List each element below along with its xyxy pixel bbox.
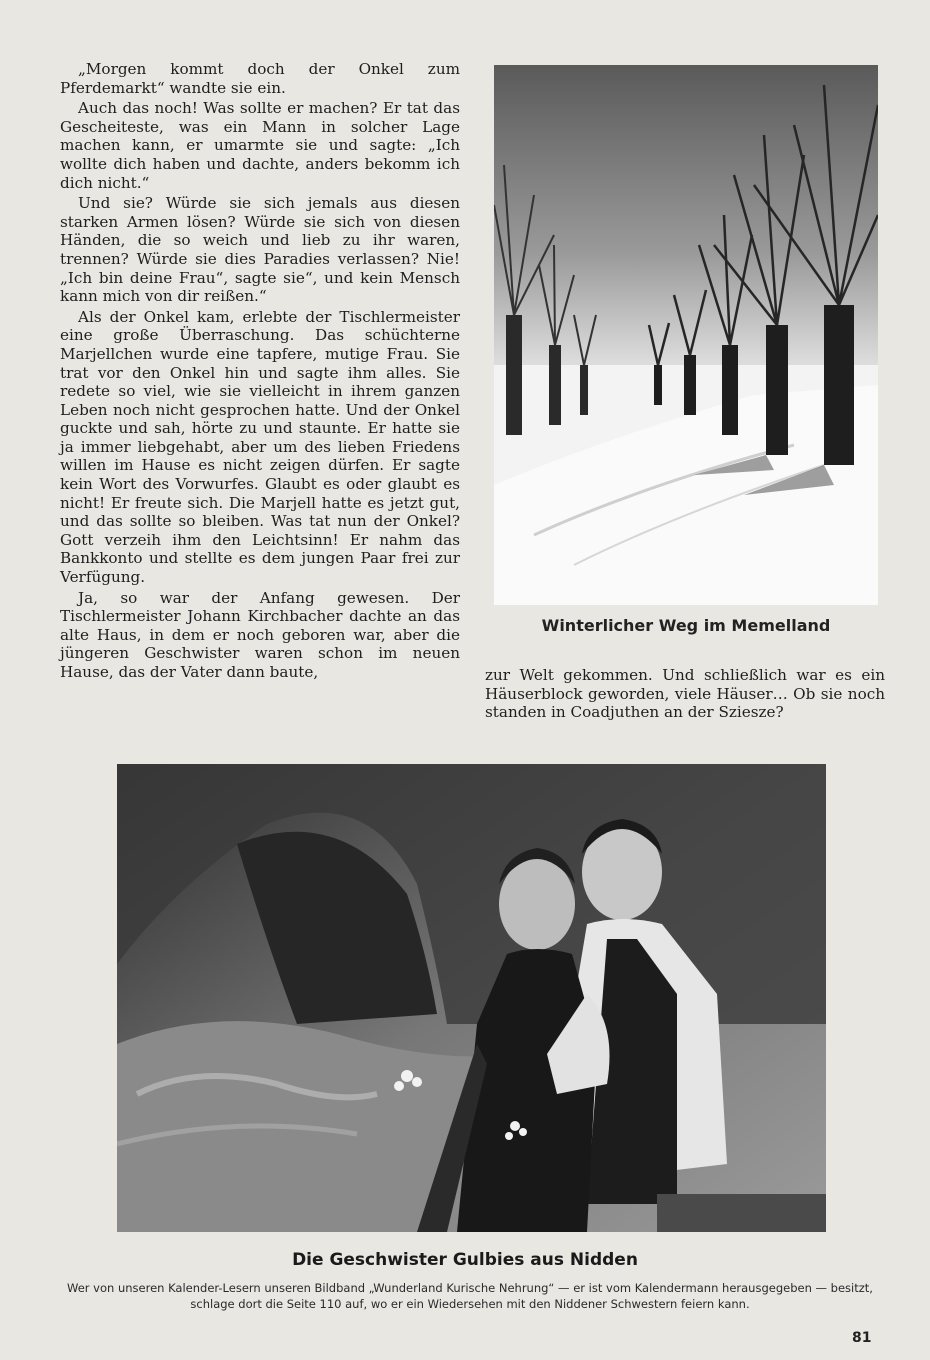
paragraph: Auch das noch! Was sollte er machen? Er tat das Gescheiteste, was ein Mann in solcher Lage machen kann, er umarmte sie und sagte: „Ich wollte dich haben und dachte, anders bekomm ich dich nicht.“ <box>60 99 460 192</box>
paragraph: Als der Onkel kam, erlebte der Tischlermeister eine große Überraschung. Das schüchterne Marjellchen wurde eine tapfere, mutige Frau. Sie trat vor den Onkel hin und sagte ihm alles. Sie redete so viel, wie sie vielleicht in ihrem ganzen Leben noch nicht gesprochen hatte. Und der Onkel guckte und sah, hörte zu und staunte. Er hatte sie ja immer liebgehabt, aber um des lieben Friedens willen im Hause es nicht zeigen dürfen. Er sagte kein Wort des Vorwurfes. Glaubt es oder glaubt es nicht! Er freute sich. Die Marjell hatte es jetzt gut, und das sollte so bleiben. Was tat nun der Onkel? Gott verzeih ihm den Leichtsinn! Er nahm das Bankkonto und stellte es dem jungen Paar frei zur Verfügung. <box>60 307 460 587</box>
sisters-portrait-photo <box>117 764 826 1232</box>
right-text-continuation <box>485 666 885 722</box>
winter-road-illustration <box>494 65 878 605</box>
winter-road-photo <box>494 65 878 605</box>
photo-caption-text: Wer von unseren Kalender-Lesern unseren Bildband „Wunderland Kurische Nehrung“ — er ist vom Kalendermann herausgegeben — besitzt, schlage dort die Seite 110 auf, wo er ein Wiedersehen mit den Niddener Schwestern feiern kann. <box>67 1281 873 1311</box>
paragraph: zur Welt gekommen. Und schließlich war es ein Häuserblock geworden, viele Häuser… Ob sie noch standen in Coadjuthen an der Sziesze? <box>485 666 885 722</box>
photo-caption-title: Die Geschwister Gulbies aus Nidden <box>292 1250 638 1270</box>
paragraph: Und sie? Würde sie sich jemals aus diesen starken Armen lösen? Würde sie sich von diesen Händen, die so weich und lieb zu ihr waren, trennen? Würde sie dies Paradies verlassen? Nie! „Ich bin deine Frau“, sagte sie“, und kein Mensch kann mich von dir reißen.“ <box>60 194 460 306</box>
page-number: 81 <box>852 1330 872 1346</box>
photo-caption: Winterlicher Weg im Memelland <box>541 616 831 635</box>
paragraph: Ja, so war der Anfang gewesen. Der Tischlermeister Johann Kirchbacher dachte an das alte Haus, in dem er noch geboren war, aber die jüngeren Geschwister waren schon im neuen Hause, das der Vater dann baute, <box>60 588 460 681</box>
sisters-portrait-illustration <box>117 764 826 1232</box>
paragraph: „Morgen kommt doch der Onkel zum Pferdemarkt“ wandte sie ein. <box>60 60 460 97</box>
left-text-column <box>60 60 460 684</box>
